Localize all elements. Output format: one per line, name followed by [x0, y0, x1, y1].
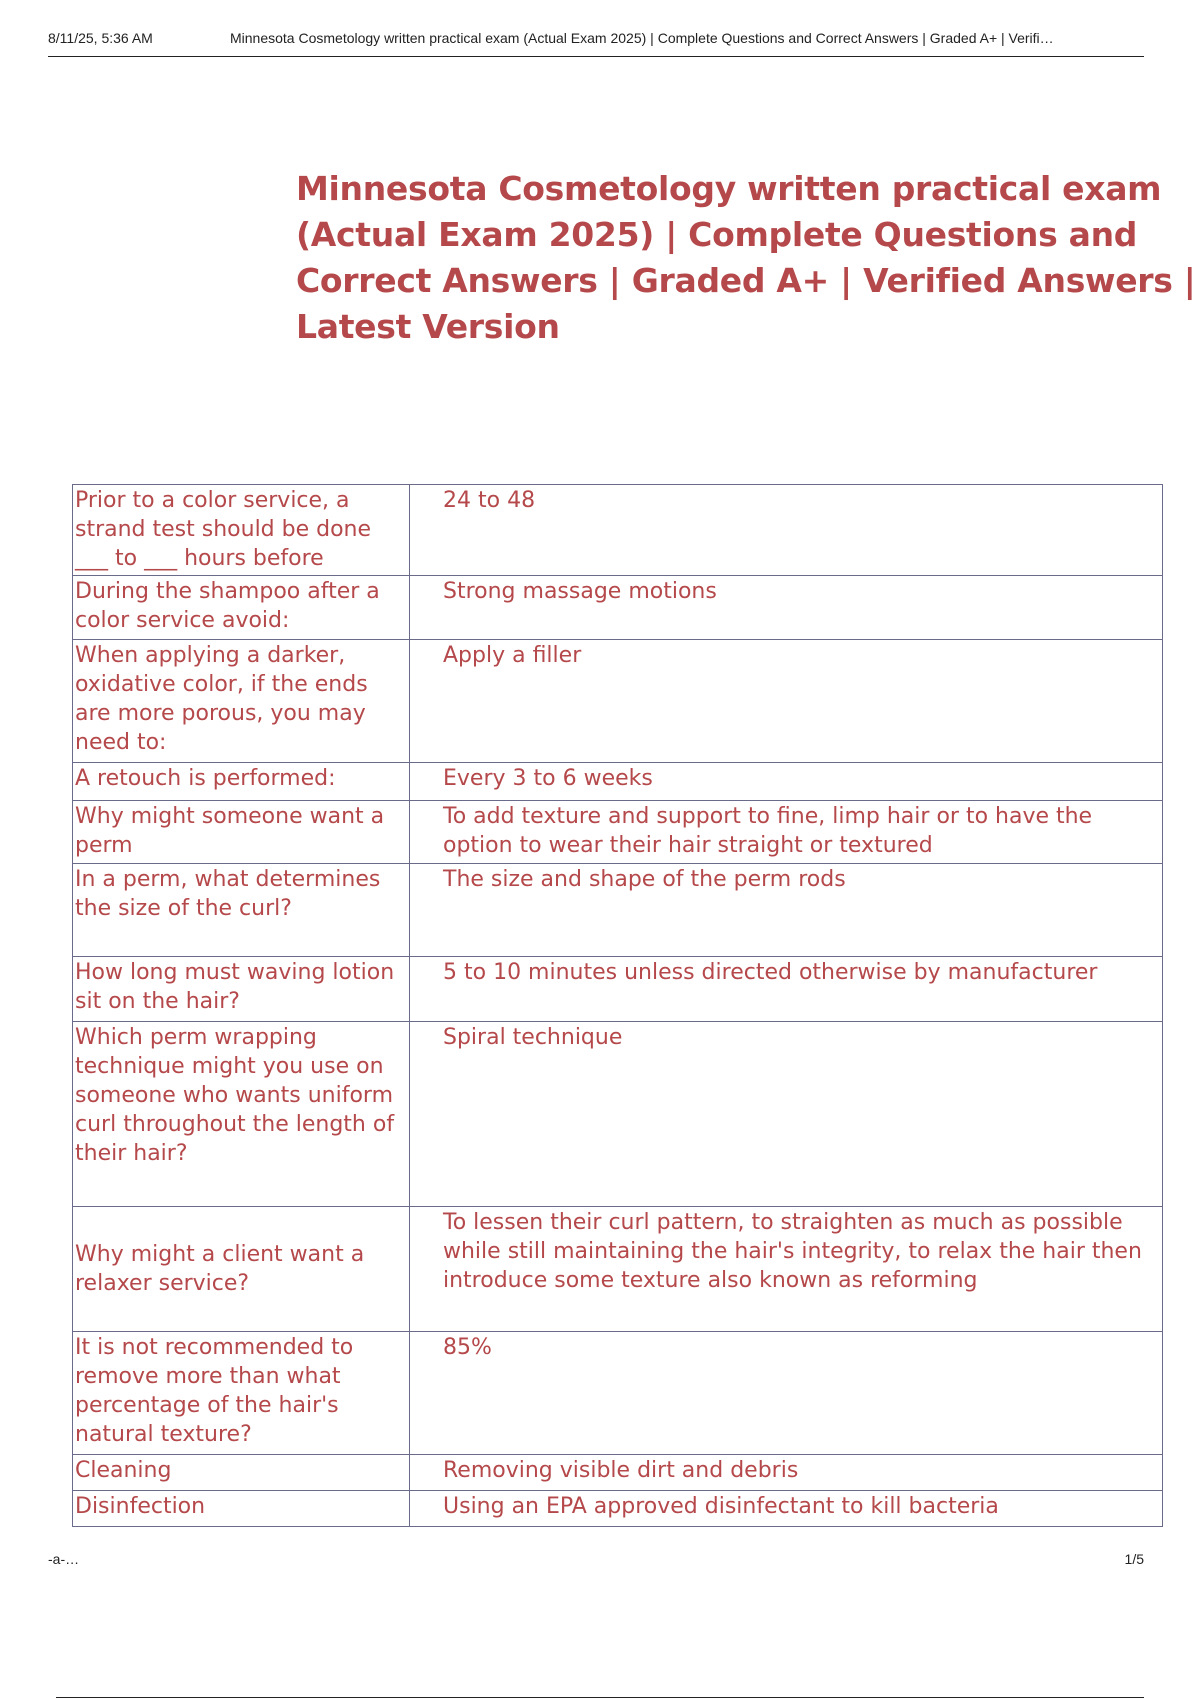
table-row — [73, 485, 1163, 576]
answer-cell: Using an EPA approved disinfectant to kill bacteria — [410, 1491, 1163, 1527]
question-cell: Prior to a color service, a strand test should be done ___ to ___ hours before — [73, 485, 410, 576]
table-row — [73, 1332, 1163, 1455]
table-row — [73, 1022, 1163, 1207]
page-number: 1/5 — [1124, 1551, 1144, 1567]
question-cell: Why might someone want a perm — [73, 801, 410, 864]
table-row — [73, 801, 1163, 864]
table-row — [73, 864, 1163, 957]
question-cell: During the shampoo after a color service avoid: — [73, 576, 410, 640]
question-cell: When applying a darker, oxidative color, if the ends are more porous, you may need to: — [73, 640, 410, 763]
answer-cell: Removing visible dirt and debris — [410, 1455, 1163, 1491]
answer-cell: Every 3 to 6 weeks — [410, 763, 1163, 801]
answer-cell: 85% — [410, 1332, 1163, 1455]
footer-url: -a-… — [48, 1551, 80, 1567]
question-cell: Cleaning — [73, 1455, 410, 1491]
question-cell: In a perm, what determines the size of the curl? — [73, 864, 410, 957]
question-cell: Why might a client want a relaxer service? — [73, 1207, 410, 1332]
page-header — [48, 30, 1144, 57]
table-row — [73, 957, 1163, 1022]
header-date: 8/11/25, 5:36 AM — [48, 30, 153, 46]
bottom-divider — [56, 1697, 1144, 1698]
question-cell: It is not recommended to remove more than what percentage of the hair's natural texture? — [73, 1332, 410, 1455]
answer-cell: Apply a filler — [410, 640, 1163, 763]
qa-table — [72, 484, 1163, 1527]
question-cell: Disinfection — [73, 1491, 410, 1527]
table-row — [73, 1207, 1163, 1332]
answer-cell: To lessen their curl pattern, to straighten as much as possible while still maintaining the hair's integrity, to relax the hair then introduce some texture also known as reforming — [410, 1207, 1163, 1332]
answer-cell: The size and shape of the perm rods — [410, 864, 1163, 957]
answer-cell: 24 to 48 — [410, 485, 1163, 576]
question-cell: Which perm wrapping technique might you use on someone who wants uniform curl throughout the length of their hair? — [73, 1022, 410, 1207]
answer-cell: Strong massage motions — [410, 576, 1163, 640]
answer-cell: 5 to 10 minutes unless directed otherwise by manufacturer — [410, 957, 1163, 1022]
header-title: Minnesota Cosmetology written practical exam (Actual Exam 2025) | Complete Questions and Correct Answers | Graded A+ | Verifi… — [230, 30, 1054, 46]
question-cell: How long must waving lotion sit on the hair? — [73, 957, 410, 1022]
answer-cell: Spiral technique — [410, 1022, 1163, 1207]
table-row — [73, 1455, 1163, 1491]
table-row — [73, 1491, 1163, 1527]
table-row — [73, 640, 1163, 763]
table-row — [73, 576, 1163, 640]
question-cell: A retouch is performed: — [73, 763, 410, 801]
answer-cell: To add texture and support to fine, limp hair or to have the option to wear their hair straight or textured — [410, 801, 1163, 864]
table-row — [73, 763, 1163, 801]
document-title: Minnesota Cosmetology written practical exam (Actual Exam 2025) | Complete Questions and Correct Answers | Graded A+ | Verified Answers | Latest Version — [296, 169, 1196, 346]
